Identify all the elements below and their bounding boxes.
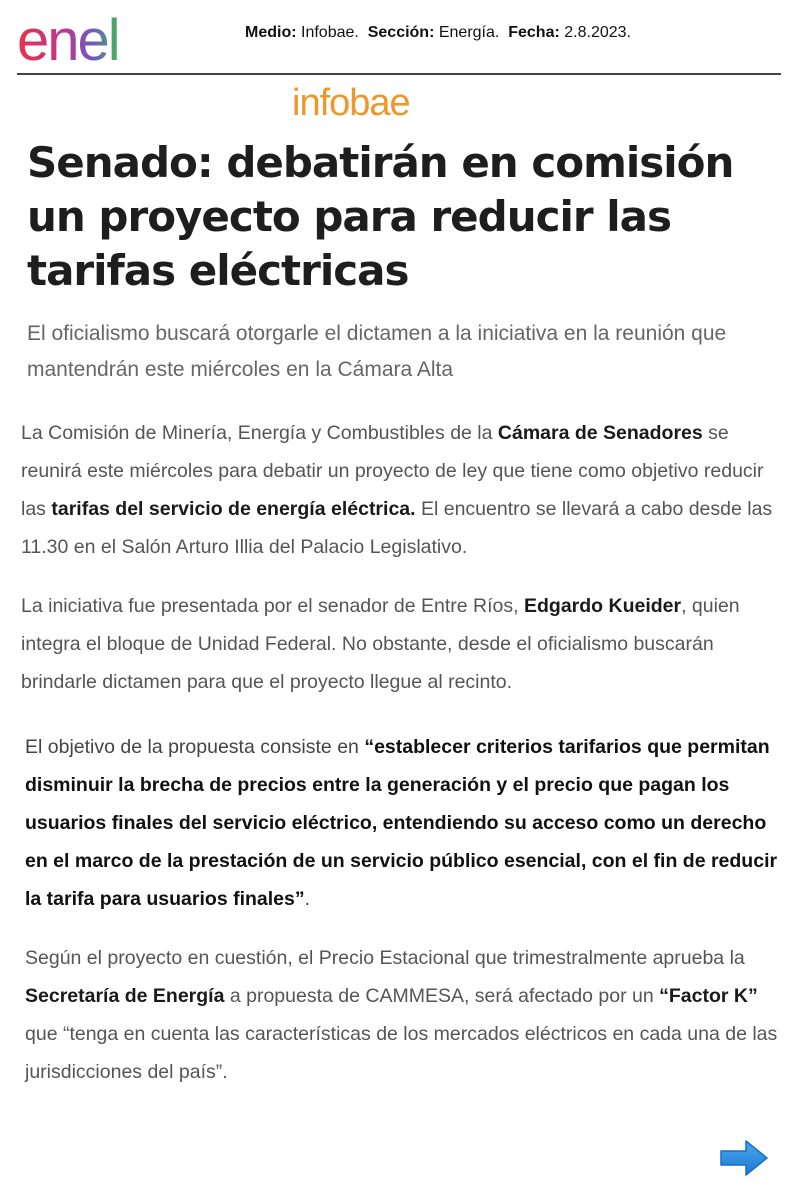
- article-paragraph: La iniciativa fue presentada por el senador de Entre Ríos, Edgardo Kueider, quien integra el bloque de Unidad Federal. No obstante, desde el oficialismo buscarán brindarle dictamen para que el proyecto llegue al recinto.: [21, 595, 740, 693]
- fecha-label: Fecha:: [508, 24, 560, 41]
- article-paragraph: Según el proyecto en cuestión, el Precio Estacional que trimestralmente aprueba la Secretaría de Energía a propuesta de CAMMESA, será afectado por un “Factor K” que “tenga en cuenta las características de los mercados eléctricos en cada una de las jurisdicciones del país”.: [25, 947, 778, 1083]
- arrow-right-icon[interactable]: [718, 1138, 770, 1178]
- medio-value: Infobae.: [301, 24, 359, 41]
- source-logo: infobae: [292, 82, 410, 124]
- document-meta: [245, 24, 631, 42]
- seccion-value: Energía.: [438, 24, 500, 41]
- seccion-label: Sección:: [367, 24, 435, 41]
- enel-logo: [17, 4, 182, 66]
- article-subtitle: El oficialismo buscará otorgarle el dictamen a la iniciativa en la reunión que mantendrán este miércoles en la Cámara Alta: [27, 322, 727, 381]
- svg-text:enel: enel: [17, 8, 119, 66]
- article-headline: Senado: debatirán en comisión un proyecto para reducir las tarifas eléctricas: [27, 138, 734, 295]
- article-quote-paragraph: El objetivo de la propuesta consiste en “establecer criterios tarifarios que permitan disminuir la brecha de precios entre la generación y el precio que pagan los usuarios finales del servicio eléctrico, entendiendo su acceso como un derecho en el marco de la prestación de un servicio público esencial, con el fin de reducir la tarifa para usuarios finales”.: [25, 736, 778, 910]
- header-divider: [17, 73, 781, 75]
- fecha-value: 2.8.2023.: [564, 24, 631, 41]
- medio-label: Medio:: [245, 24, 297, 41]
- article-paragraph: La Comisión de Minería, Energía y Combustibles de la Cámara de Senadores se reunirá este miércoles para debatir un proyecto de ley que tiene como objetivo reducir las tarifas del servicio de energía eléctrica. El encuentro se llevará a cabo desde las 11.30 en el Salón Arturo Illia del Palacio Legislativo.: [21, 422, 773, 558]
